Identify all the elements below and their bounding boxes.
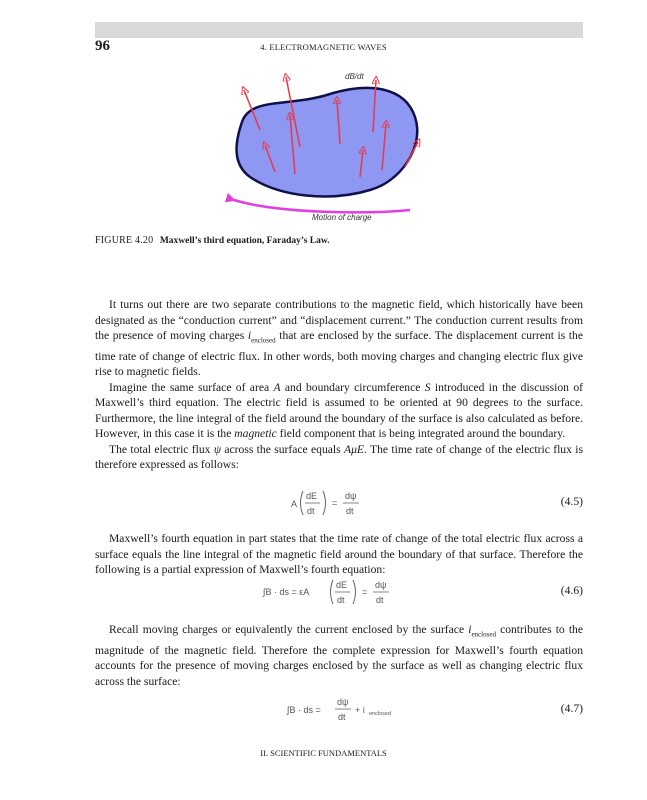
- equation-number: (4.6): [560, 584, 583, 597]
- eq-den: dt: [346, 506, 354, 516]
- surface-area: [237, 88, 418, 196]
- equation-4-6: [95, 572, 583, 612]
- running-title: 4. ELECTROMAGNETIC WAVES: [260, 42, 387, 52]
- eq-den: dt: [338, 712, 346, 722]
- footer-part-title: II. SCIENTIFIC FUNDAMENTALS: [260, 748, 387, 758]
- eq-num: dE: [306, 491, 318, 501]
- figure-label: FIGURE 4.20: [95, 235, 154, 246]
- equation-number: (4.5): [560, 495, 583, 508]
- page-number: 96: [95, 38, 110, 54]
- eq-plus: + i: [355, 705, 365, 715]
- eq-den: dt: [376, 595, 384, 605]
- eq-sub: enclosed: [369, 711, 392, 717]
- eq-num: dE: [336, 580, 348, 590]
- paragraph-5: Recall moving charges or equivalently the current enclosed by the surface $i_{enclosed}$ contributes to the magnitude of the magnetic field. Therefore the complete expression for Maxwell’s fourth equation accounts for the presence of moving charges enclosed by the surface as well as changing electric flux across the surface:: [95, 623, 583, 688]
- figure-faraday-diagram: [220, 62, 430, 232]
- eq-den: dt: [307, 506, 315, 516]
- eq-num: dψ: [337, 697, 349, 707]
- header-bar: [95, 22, 583, 38]
- equation-4-5: [95, 483, 583, 523]
- eq-num: dψ: [375, 580, 387, 590]
- motion-label: Motion of charge: [312, 213, 372, 222]
- field-label: dB/dt: [345, 72, 364, 81]
- equation-4-7: [95, 690, 583, 730]
- motion-arrow: [234, 200, 410, 212]
- paragraph-1: It turns out there are two separate contributions to the magnetic field, which historically have been designated as the “conduction current” and “displacement current.” The conduction current results from the presence of moving charges $i_{enclosed}$ that are enclosed by the surface. The displacement current is the time rate of change of electric flux. In other words, both moving charges and changing electric flux give rise to magnetic fields. Imagine the same surface of area A and boundary circumference S introduced in the discussion of Maxwell’s third equation. The electric field is assumed to be oriented at 90 degrees to the surface. Furthermore, the line integral of the field around the boundary of the surface is also calculated as before. However, in this case it is the magnetic field component that is being integrated around the boundary. The total electric flux ψ across the surface equals AμE. The time rate of change of the electric flux is therefore expressed as follows:: [95, 298, 583, 472]
- eq-den: dt: [337, 595, 345, 605]
- eq-lhs: ∫B · ds =: [287, 705, 321, 715]
- eq-num: dψ: [345, 491, 357, 501]
- figure-caption-text: Maxwell’s third equation, Faraday’s Law.: [159, 236, 330, 246]
- eq-coef: A: [291, 499, 298, 509]
- equation-number: (4.7): [560, 702, 583, 715]
- eq-equals: =: [362, 587, 368, 597]
- figure-caption: [95, 235, 330, 246]
- eq-equals: =: [332, 498, 338, 508]
- paragraph-4: Maxwell’s fourth equation in part states that the time rate of change of the total electric flux across a surface equals the line integral of the magnetic field around the boundary of that surface. Therefore the following is a partial expression of Maxwell’s fourth equation:: [95, 532, 583, 576]
- eq-lhs: ∫B · ds = εA: [263, 587, 310, 597]
